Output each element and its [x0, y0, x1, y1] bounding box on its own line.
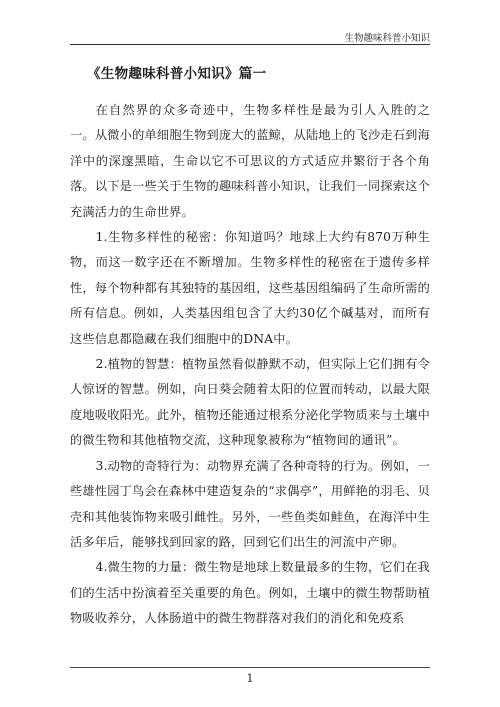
document-body: [70, 60, 430, 632]
footer-divider: [70, 667, 430, 668]
paragraph-plants: 2.植物的智慧：植物虽然看似静默不动，但实际上它们拥有令人惊讶的智慧。例如，向日葵会随着太阳的位置而转动，以最大限度地吸收阳光。此外，植物还能通过根系分泌化学物质来与土壤中的微生物和其他植物交流，这种现象被称为“植物间的通讯”。: [70, 357, 430, 448]
header-title: 生物趣味科普小知识: [344, 33, 430, 44]
paragraph-microbes: 4.微生物的力量：微生物是地球上数量最多的生物，它们在我们的生活中扮演着至关重要的角色。例如，土壤中的微生物帮助植物吸收养分，人体肠道中的微生物群落对我们的消化和免疫系: [70, 560, 430, 626]
paragraph-animals: 3.动物的奇特行为：动物界充满了各种奇特的行为。例如，一些雄性园丁鸟会在森林中建造复杂的“求偶亭”，用鲜艳的羽毛、贝壳和其他装饰物来吸引雌性。另外，一些鱼类如鲑鱼，在海洋中生活多年后，能够找到回家的路，回到它们出生的河流中产卵。: [70, 458, 430, 549]
document-title: 《生物趣味科普小知识》篇一: [87, 66, 267, 82]
paragraph-intro: 在自然界的众多奇迹中，生物多样性是最为引人入胜的之一。从微小的单细胞生物到庞大的蓝鲸，从陆地上的飞沙走石到海洋中的深邃黑暗，生命以它不可思议的方式适应并繁衍于各个角落。以下是一些关于生物的趣味科普小知识，让我们一同探索这个充满活力的生命世界。: [70, 103, 430, 219]
page-number: 1: [246, 672, 254, 685]
page-header: [70, 0, 430, 45]
paragraph-biodiversity: 1.生物多样性的秘密：你知道吗？地球上大约有870万种生物，而这一数字还在不断增加。生物多样性的秘密在于遗传多样性，每个物种都有其独特的基因组，这些基因组编码了生命所需的所有信息。例如，人类基因组包含了大约30亿个碱基对，而所有这些信息都隐藏在我们细胞中的DNA中。: [70, 230, 430, 346]
